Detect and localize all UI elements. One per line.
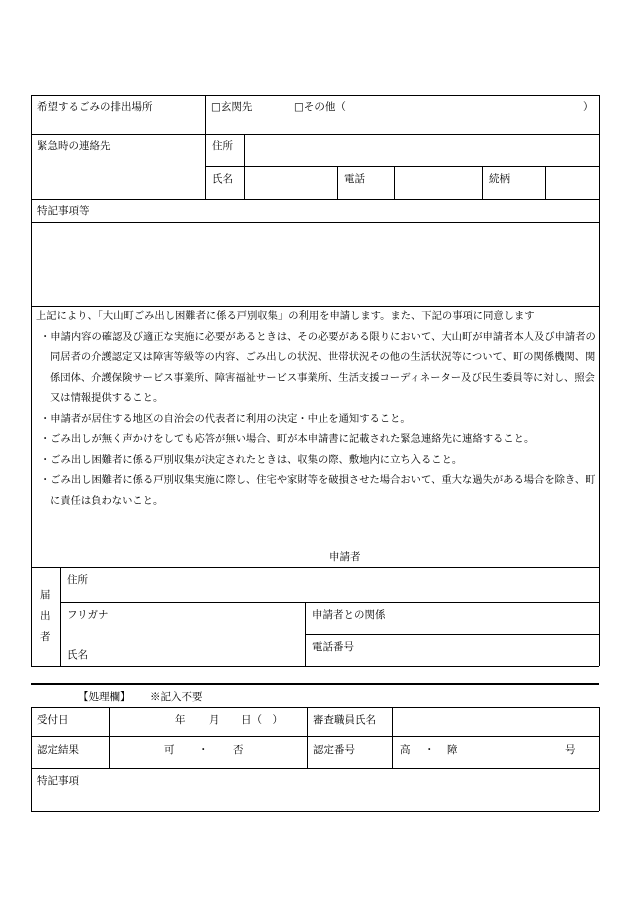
column-divider [307, 707, 308, 768]
column-divider [482, 166, 483, 199]
column-divider [394, 166, 395, 199]
applicant-phone-label: 電話番号 [312, 641, 354, 653]
top-table-border-bottom [31, 666, 599, 667]
applicant-heading: 申請者 [329, 551, 361, 563]
processing-note: ※記入不要 [150, 691, 203, 703]
agreement-item: ・申請内容の確認及び適正な実施に必要があるときは、その必要がある限りにおいて、大山町が申請者本人及び申請者の同居者の介護認定又は障害等級等の内容、ごみ出しの状況、世帯状況その他の生活状況等について、町の関係機関、関係団体、介護保険サービス事業所、障害福祉サービス事業所、生活支援コーディネーター及び民生委員等に対し、照会又は情報提供すること。 [40, 330, 596, 404]
result-approved: 可 [164, 744, 175, 756]
agreement-item: ・申請者が居住する地区の自治会の代表者に利用の決定・中止を通知すること。 [40, 412, 411, 425]
processing-heading: 【処理欄】 [78, 691, 131, 703]
column-divider [109, 707, 110, 768]
certification-result-label: 認定結果 [37, 744, 79, 756]
applicant-relation-label: 申請者との関係 [312, 609, 386, 621]
cert-elderly: 高 [400, 744, 411, 756]
applicant-name-label: 氏名 [67, 649, 88, 661]
table-border-right [599, 707, 600, 811]
applicant-side-label: 出 [40, 610, 51, 622]
emergency-address-label: 住所 [212, 140, 233, 152]
agreement-text [36, 306, 599, 511]
row-divider [31, 222, 599, 223]
processing-table-border-top [31, 707, 599, 708]
column-divider [545, 166, 546, 199]
result-separator: ・ [198, 744, 209, 756]
processing-notes-label: 特記事項 [37, 775, 79, 787]
row-divider [31, 567, 599, 568]
column-divider [305, 602, 306, 666]
result-denied: 否 [233, 744, 244, 756]
column-divider [205, 95, 206, 199]
cert-separator: ・ [424, 744, 435, 756]
emergency-contact-label: 緊急時の連絡先 [37, 140, 111, 152]
emergency-name-label: 氏名 [212, 173, 233, 185]
agreement-item: ・ごみ出しが無く声かけをしても応答が無い場合、町が本申請書に記載された緊急連絡先に連絡すること。 [40, 433, 535, 445]
top-table-border-top [31, 95, 599, 96]
option-entrance-checkbox[interactable]: □玄関先 [211, 101, 253, 113]
row-divider [60, 602, 599, 603]
date-year: 年 [175, 714, 186, 726]
row-divider [31, 134, 599, 135]
disposal-place-label: 希望するごみの排出場所 [37, 101, 153, 113]
date-month: 月 [209, 714, 220, 726]
column-divider [392, 707, 393, 768]
table-border-right [599, 95, 600, 666]
option-other-close-paren: ） [583, 101, 594, 113]
emergency-relation-label: 続柄 [489, 173, 510, 185]
applicant-side-label: 者 [40, 631, 51, 643]
column-divider [244, 134, 245, 199]
certification-number-label: 認定番号 [313, 744, 355, 756]
cert-number-suffix: 号 [565, 744, 576, 756]
row-divider [305, 634, 599, 635]
notes-label: 特記事項等 [37, 205, 90, 217]
processing-table-border-bottom [31, 811, 599, 812]
row-divider [31, 736, 599, 737]
date-day: 日（ ） [241, 714, 283, 726]
received-date-label: 受付日 [37, 714, 69, 726]
examiner-name-label: 審査職員氏名 [313, 714, 376, 726]
column-divider [60, 567, 61, 666]
row-divider [205, 166, 599, 167]
option-other-checkbox[interactable]: □その他（ [294, 101, 346, 113]
table-border-left [31, 707, 32, 811]
row-divider [31, 199, 599, 200]
emergency-phone-label: 電話 [344, 173, 365, 185]
processing-separator-line [31, 683, 599, 685]
applicant-furigana-label: フリガナ [67, 609, 109, 621]
table-border-left [31, 95, 32, 666]
row-divider [31, 768, 599, 769]
applicant-address-label: 住所 [67, 574, 88, 586]
agreement-intro: 上記により、「大山町ごみ出し困難者に係る戸別収集」の利用を申請します。また、下記の事項に同意します [36, 310, 535, 322]
column-divider [337, 166, 338, 199]
agreement-item: ・ごみ出し困難者に係る戸別収集実施に際し、住宅や家財等を破損させた場合おいて、重大な過失がある場合を除き、町に責任は負わないこと。 [40, 474, 596, 507]
cert-disability: 障 [447, 744, 458, 756]
applicant-side-label: 届 [40, 589, 51, 601]
agreement-item: ・ごみ出し困難者に係る戸別収集が決定されたときは、収集の際、敷地内に立ち入ること。 [40, 453, 463, 466]
